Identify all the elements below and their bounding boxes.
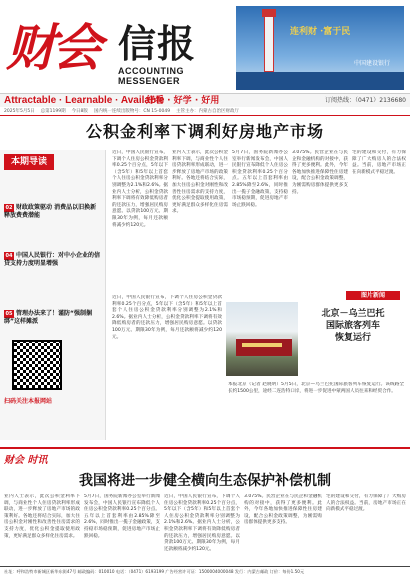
sidebar-item-2[interactable] bbox=[4, 252, 102, 268]
sea-background bbox=[236, 72, 404, 90]
page-count: 今日8版 bbox=[71, 109, 88, 114]
train-icon bbox=[236, 336, 292, 356]
photo-caption-line2: 国际旅客列车 bbox=[325, 321, 380, 331]
brand-strip bbox=[0, 447, 410, 467]
issue-date: 2025年5月5日 bbox=[4, 109, 35, 114]
issue-number: 总第1199期 bbox=[40, 109, 66, 114]
sidebar-item-text: 财政政策驱动 消费品以旧换新释放费费潜能 bbox=[4, 204, 97, 219]
tagline-bar bbox=[0, 93, 410, 107]
tagline-chinese: 好看 · 好学 · 好用 bbox=[146, 96, 220, 106]
publisher: 主管主办：内蒙古自治区财政厅 bbox=[176, 109, 240, 114]
second-article-column-1: 业内人士表示，此次公积金利率下调，与商业性个人住房贷款利率形成联动，进一步释放了房地产市场的政策利好。各地还将结合实际，加大住房公积金对刚性和改善性住房需求的支持力度，优化公积金提取使用政策，更好满足群众多样化住房需求。 bbox=[4, 494, 80, 539]
article-column-2: 业内人士表示，此次公积金利率下调，与商业性个人住房贷款利率形成联动，进一步释放了房地产市场的政策利好。各地还将结合实际，加大住房公积金对刚性和改善性住房需求的支持力度，优化公积金提取使用政策，更好满足群众多样化住房需求。 bbox=[172, 150, 228, 215]
logo-english-line2: MESSENGER bbox=[118, 76, 181, 86]
article-column-4: 3.075%。民营企业在与民企和金融机构的对接中，获得了更多便利。此外，今年各地加快推进保障性住房建设，配合公积金政策调整，为刚需购房群体提供更多支持。 bbox=[292, 150, 348, 195]
second-headline[interactable]: 我国将进一步健全横向生态保护补偿机制 bbox=[79, 473, 331, 489]
cn-number: 国内统一连续出版物号：CN 15-0049 bbox=[93, 109, 171, 114]
article-column-1: 近日，中国人民银行宣布，下调个人住房公积金贷款利率0.25个百分点，5年以下（含5年）和5年以上首套个人住房公积金贷款利率分别调整为2.1%和2.6%。据业内人士分析，公积金贷款利率下调将有效降低购房者的还款压力，增强居民购房意愿。以贷款100万元、期限30年为例，每月还款额将减少约120元。 bbox=[112, 150, 168, 228]
photo-caption-line1: 北京－乌兰巴托 bbox=[321, 309, 385, 319]
sidebar-item-number: 04 bbox=[5, 253, 13, 259]
sidebar-item-number: 05 bbox=[5, 311, 13, 317]
logo-cai: 财会 bbox=[6, 18, 98, 77]
sidebar-guide bbox=[0, 150, 106, 440]
footer-info: 社址：呼和浩特市新城区新华东街47号 邮政编码：010010 电话：（0471）6193199 广告经营许可证：1500004000048 发行：内蒙古邮政 订价：每份1.50元 bbox=[0, 566, 410, 575]
sidebar-item-number: 02 bbox=[5, 205, 13, 211]
sidebar-item-1[interactable] bbox=[4, 204, 102, 220]
photo-caption bbox=[300, 308, 406, 344]
ad-slogan: 连利财 ·富于民 bbox=[290, 27, 351, 37]
second-article-column-4: 3.075%。民营企业在与民企和金融机构的对接中，获得了更多便利。此外，今年各地加快推进保障性住房建设，配合公积金政策调整，为刚需购房群体提供更多支持。 bbox=[244, 494, 322, 526]
article-column-5: 宅的建设和交付，有力保障了广大购房人的合法权益。当前，房地产市场正在向新模式平稳过渡。 bbox=[352, 150, 406, 175]
sidebar-item-text: 中国人民银行：对中小企业的信贷支持力度明显增强 bbox=[4, 252, 101, 267]
sidebar-item-text: 管理办法来了！谨防“强制捆绑”这样摊派 bbox=[4, 310, 92, 325]
main-headline[interactable]: 公积金利率下调利好房地产市场 bbox=[85, 122, 324, 141]
article-column-3: 5月7日，国务院新闻办公室举行新闻发布会，中国人民银行宣布降低个人住房公积金贷款利率0.25个百分点。五年以上首套利率由2.85%降至2.6%，同时推出一揽子金融政策，支持稳市场稳预期，促进房地产市场止跌回稳。 bbox=[232, 150, 288, 208]
photo-train[interactable] bbox=[226, 302, 298, 376]
logo-english bbox=[118, 66, 184, 86]
masthead bbox=[0, 0, 410, 92]
sidebar-item-3[interactable] bbox=[4, 310, 102, 326]
masthead-advertisement[interactable] bbox=[236, 6, 404, 90]
sidebar-title: 本期导读 bbox=[4, 154, 54, 170]
subscription-phone: 订阅热线：（0471）2136680 bbox=[325, 97, 406, 104]
photo-brief: 本报北京（记者 赵晓明）5月5日，北京—乌兰巴托国际旅客列车恢复运行。该线路全长约1500公里，途经二连浩特口岸，将进一步促进中蒙两国人员往来和经贸合作。 bbox=[228, 382, 404, 394]
second-article-column-2: 5月7日，国务院新闻办公室举行新闻发布会，中国人民银行宣布降低个人住房公积金贷款利率0.25个百分点。五年以上首套利率由2.85%降至2.6%，同时推出一揽子金融政策，支持稳市场稳预期，促进房地产市场止跌回稳。 bbox=[84, 494, 160, 539]
qr-label: 扫码关注本报网站 bbox=[4, 398, 53, 405]
brand-strip-logo: 财会 时讯 bbox=[4, 455, 48, 466]
second-article-column-5: 宅的建设和交付，有力保障了广大购房人的合法权益。当前，房地产市场正在向新模式平稳过渡。 bbox=[326, 494, 406, 513]
qr-code-icon[interactable] bbox=[12, 340, 62, 390]
second-article-column-3: 近日，中国人民银行宣布，下调个人住房公积金贷款利率0.25个百分点，5年以下（含5年）和5年以上首套个人住房公积金贷款利率分别调整为2.1%和2.6%。据业内人士分析，公积金贷款利率下调将有效降低购房者的还款压力，增强居民购房意愿。以贷款100万元、期限30年为例，每月还款额将减少约120元。 bbox=[164, 494, 240, 552]
issue-meta-bar bbox=[0, 108, 410, 116]
lighthouse-icon bbox=[264, 14, 274, 72]
photo-caption-line3: 恢复运行 bbox=[334, 333, 371, 343]
article-column-6: 近日，中国人民银行宣布，下调个人住房公积金贷款利率0.25个百分点，5年以下（含5年）和5年以上首套个人住房公积金贷款利率分别调整为2.1%和2.6%。据业内人士分析，公积金贷款利率下调将有效降低购房者的还款压力，增强居民购房意愿。以贷款100万元、期限30年为例，每月还款额将减少约120元。 bbox=[112, 295, 222, 340]
tagline-english: Attractable · Learnable · Available bbox=[4, 95, 165, 106]
photo-news-tag: 图片新闻 bbox=[346, 291, 400, 300]
ad-bank-name: 中国建设银行 bbox=[354, 60, 391, 67]
logo-xinbao: 信报 bbox=[118, 21, 197, 66]
logo-english-line1: ACCOUNTING bbox=[118, 66, 184, 76]
